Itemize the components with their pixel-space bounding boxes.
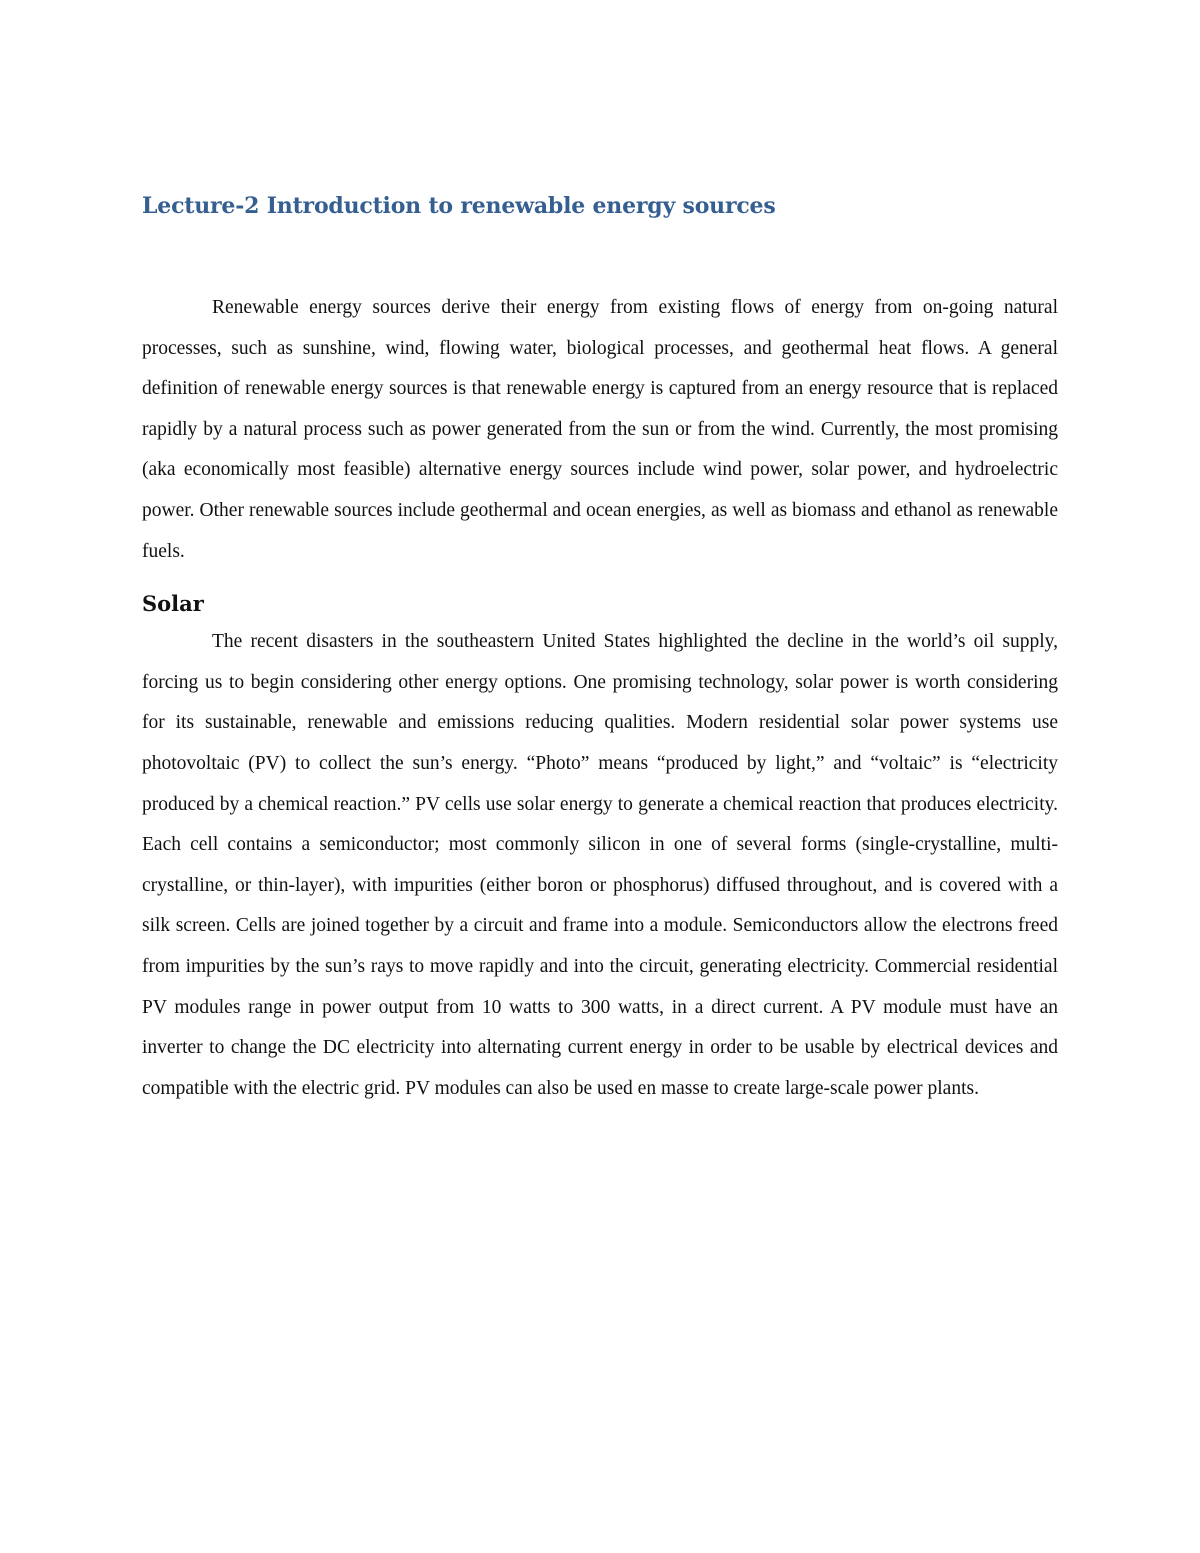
solar-paragraph: The recent disasters in the southeastern United States highlighted the decline in the world’s oil supply, forcing us to begin considering other energy options. One promising technology, solar power is worth considering for its sustainable, renewable and emissions reducing qualities. Modern residential solar power systems use photovoltaic (PV) to collect the sun’s energy. “Photo” means “produced by light,” and “voltaic” is “electricity produced by a chemical reaction.” PV cells use solar energy to generate a chemical reaction that produces electricity. Each cell contains a semiconductor; most commonly silicon in one of several forms (single-crystalline, multi-crystalline, or thin-layer), with impurities (either boron or phosphorus) diffused throughout, and is covered with a silk screen. Cells are joined together by a circuit and frame into a module. Semiconductors allow the electrons freed from impurities by the sun’s rays to move rapidly and into the circuit, generating electricity. Commercial residential PV modules range in power output from 10 watts to 300 watts, in a direct current. A PV module must have an inverter to change the DC electricity into alternating current energy in order to be usable by electrical devices and compatible with the electric grid. PV modules can also be used en masse to create large-scale power plants. [142, 631, 1058, 1099]
document-body [142, 188, 1058, 1109]
document-title: Lecture-2 Introduction to renewable energy sources [142, 193, 776, 219]
section-heading-solar: Solar [142, 591, 204, 617]
intro-paragraph: Renewable energy sources derive their energy from existing flows of energy from on-going natural processes, such as sunshine, wind, flowing water, biological processes, and geothermal heat flows. A general definition of renewable energy sources is that renewable energy is captured from an energy resource that is replaced rapidly by a natural process such as power generated from the sun or from the wind. Currently, the most promising (aka economically most feasible) alternative energy sources include wind power, solar power, and hydroelectric power. Other renewable sources include geothermal and ocean energies, as well as biomass and ethanol as renewable fuels. [142, 297, 1058, 562]
